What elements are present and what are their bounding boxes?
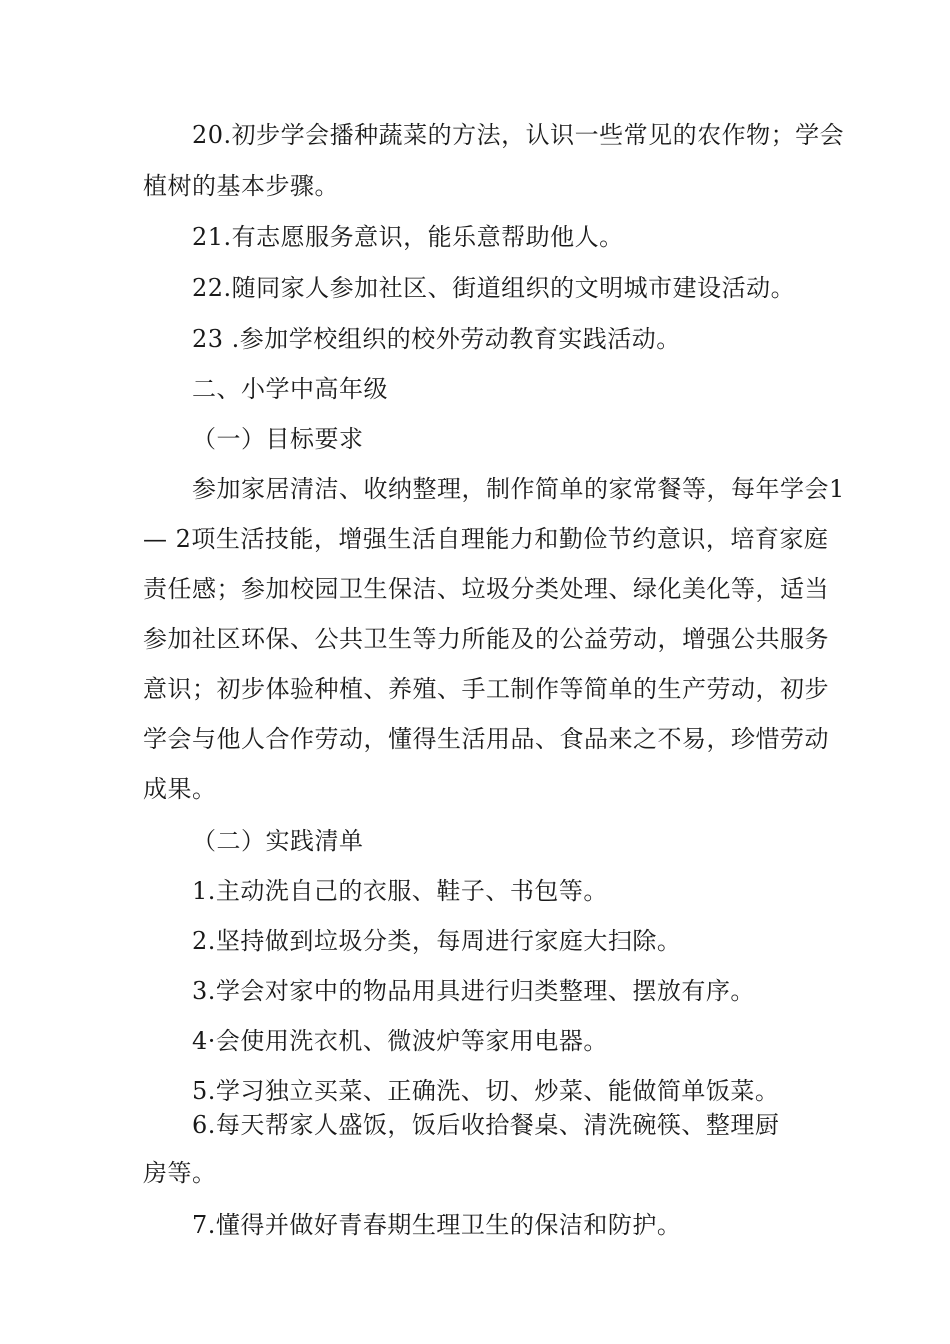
paragraph-line: 责任感；参加校园卫生保洁、垃圾分类处理、绿化美化等，适当 xyxy=(143,575,829,603)
list-item-3: 3.学会对家中的物品用具进行归类整理、摆放有序。 xyxy=(192,977,755,1005)
list-item-20: 20.初步学会播种蔬菜的方法，认识一些常见的农作物；学会 xyxy=(192,121,845,149)
list-item-21: 21.有志愿服务意识，能乐意帮助他人。 xyxy=(192,223,624,251)
paragraph-line: 成果。 xyxy=(143,775,217,803)
list-item-6: 6.每天帮家人盛饭，饭后收拾餐桌、清洗碗筷、整理厨 xyxy=(192,1111,780,1139)
list-item-20-continuation: 植树的基本步骤。 xyxy=(143,172,339,200)
list-item-23: 23 .参加学校组织的校外劳动教育实践活动。 xyxy=(192,325,681,353)
paragraph-line: 意识；初步体验种植、养殖、手工制作等简单的生产劳动，初步 xyxy=(143,675,829,703)
subsection-heading-goals: （一）目标要求 xyxy=(192,425,364,453)
list-item-4: 4·会使用洗衣机、微波炉等家用电器。 xyxy=(192,1027,608,1055)
list-item-7: 7.懂得并做好青春期生理卫生的保洁和防护。 xyxy=(192,1211,682,1239)
list-item-6-continuation: 房等。 xyxy=(143,1159,217,1187)
section-heading: 二、小学中高年级 xyxy=(192,375,388,403)
subsection-heading-practice: （二）实践清单 xyxy=(192,827,364,855)
paragraph-line: 学会与他人合作劳动，懂得生活用品、食品来之不易，珍惜劳动 xyxy=(143,725,829,753)
list-item-22: 22.随同家人参加社区、街道组织的文明城市建设活动。 xyxy=(192,274,796,302)
paragraph-line: — 2项生活技能，增强生活自理能力和勤俭节约意识，培育家庭 xyxy=(143,525,829,553)
paragraph-line: 参加家居清洁、收纳整理，制作简单的家常餐等，每年学会1 xyxy=(192,475,845,503)
list-item-2: 2.坚持做到垃圾分类，每周进行家庭大扫除。 xyxy=(192,927,682,955)
paragraph-line: 参加社区环保、公共卫生等力所能及的公益劳动，增强公共服务 xyxy=(143,625,829,653)
list-item-1: 1.主动洗自己的衣服、鞋子、书包等。 xyxy=(192,877,608,905)
list-item-5: 5.学习独立买菜、正确洗、切、炒菜、能做简单饭菜。 xyxy=(192,1077,780,1105)
